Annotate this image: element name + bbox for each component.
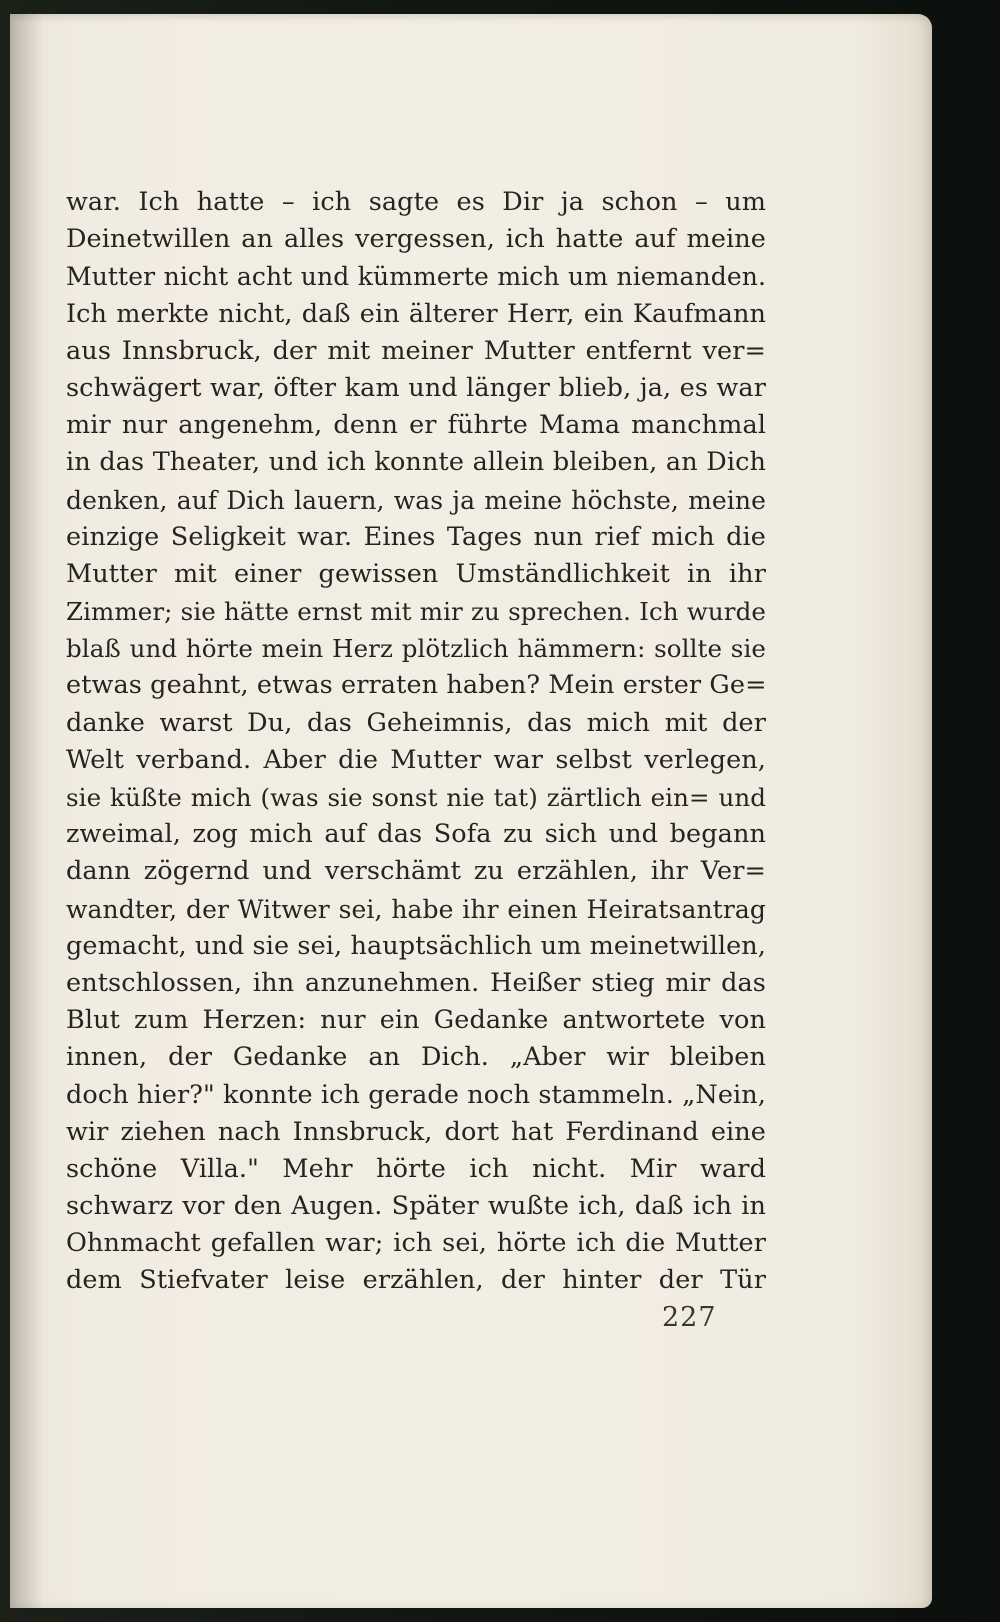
body-text [66,184,766,1300]
text-line: gemacht, und sie sei, hauptsächlich um meinetwillen, [66,930,766,961]
text-line: Blut zum Herzen: nur ein Gedanke antwortete von [66,1005,766,1036]
text-line: innen, der Gedanke an Dich. „Aber wir bleiben [66,1042,766,1073]
text-line: dem Stiefvater leise erzählen, der hinter der Tür [66,1265,766,1296]
text-line: etwas geahnt, etwas erraten haben? Mein erster Ge= [66,670,767,701]
text-line: schöne Villa." Mehr hörte ich nicht. Mir ward [66,1153,766,1184]
text-line: wandter, der Witwer sei, habe ihr einen Heiratsantrag [66,894,766,924]
text-line: sie küßte mich (was sie sonst nie tat) zärtlich ein= und [66,783,766,812]
text-line: Deinetwillen an alles vergessen, ich hatte auf meine [66,224,766,255]
text-line: mir nur angenehm, denn er führte Mama manchmal [66,410,766,441]
text-line: Welt verband. Aber die Mutter war selbst verlegen, [66,744,766,775]
text-line: danke warst Du, das Geheimnis, das mich mit der [66,707,766,738]
text-line: entschlossen, ihn anzunehmen. Heißer stieg mir das [66,967,766,998]
page-gutter-shadow [10,14,44,1608]
text-line: blaß und hörte mein Herz plötzlich hämmern: sollte sie [66,634,766,664]
text-line: einzige Seligkeit war. Eines Tages nun rief mich die [66,521,766,552]
text-line: Mutter mit einer gewissen Umständlichkeit in ihr [66,558,766,589]
text-line: war. Ich hatte – ich sagte es Dir ja schon – um [66,187,766,217]
text-line: doch hier?" konnte ich gerade noch stammeln. „Nein, [66,1079,766,1110]
text-line: Mutter nicht acht und kümmerte mich um niemanden. [66,262,766,292]
text-line: dann zögernd und verschämt zu erzählen, ihr Ver= [66,856,766,887]
text-line: wir ziehen nach Innsbruck, dort hat Ferdinand eine [66,1116,766,1147]
text-line: schwarz vor den Augen. Später wußte ich, daß ich in [66,1191,766,1222]
text-line: aus Innsbruck, der mit meiner Mutter entfernt ver= [66,335,766,366]
page-number: 227 [662,1302,717,1333]
text-line: Zimmer; sie hätte ernst mit mir zu sprechen. Ich wurde [66,597,766,627]
text-line: denken, auf Dich lauern, was ja meine höchste, meine [66,485,766,515]
book-page [10,14,932,1608]
text-line: Ohnmacht gefallen war; ich sei, hörte ich die Mutter [66,1228,766,1259]
text-line: zweimal, zog mich auf das Sofa zu sich und begann [66,819,766,850]
text-line: in das Theater, und ich konnte allein bleiben, an Dich [66,447,766,478]
text-line: schwägert war, öfter kam und länger blieb, ja, es war [66,372,766,403]
text-line: Ich merkte nicht, daß ein älterer Herr, ein Kaufmann [66,298,766,329]
